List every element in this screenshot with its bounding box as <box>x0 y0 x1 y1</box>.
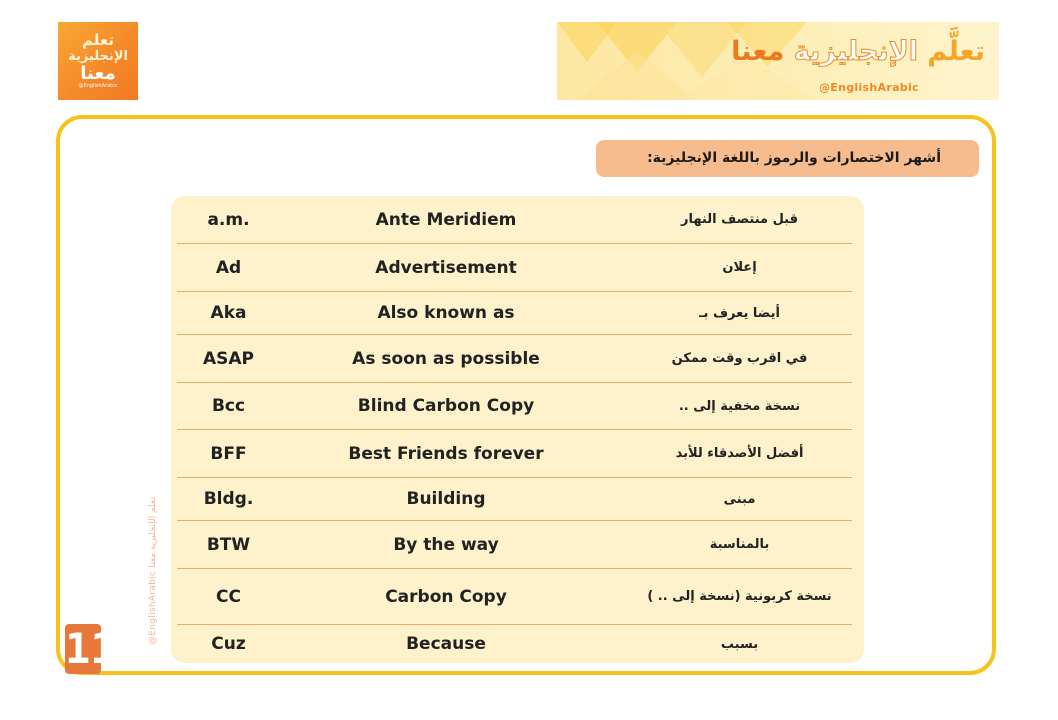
abbr-cell: ASAP <box>202 348 255 369</box>
full-form-cell: Building <box>406 489 486 509</box>
logo-line-3: معنا <box>80 63 116 84</box>
table-row <box>177 196 852 244</box>
banner-title-part2: الإنجليزية <box>793 36 919 67</box>
full-form-cell: Blind Carbon Copy <box>357 396 535 416</box>
abbr-cell: CC <box>216 586 241 607</box>
abbr-cell: Ad <box>215 257 242 278</box>
full-form-cell: Best Friends forever <box>348 443 544 464</box>
table-row <box>177 478 852 521</box>
abbr-cell: BTW <box>206 534 251 555</box>
arabic-cell: مبنى <box>723 491 756 507</box>
table-row <box>177 292 852 335</box>
arabic-cell: في اقرب وقت ممكن <box>671 351 808 366</box>
abbr-cell: Bldg. <box>203 489 254 509</box>
logo-handle: @EnglishArabic <box>78 83 118 89</box>
section-heading: أشهر الاختصارات والرموز باللغة الإنجليزية: <box>596 140 979 177</box>
table-row <box>177 244 852 292</box>
table-row <box>177 383 852 430</box>
arabic-cell: نسخة كربونية (نسخة إلى .. ) <box>647 589 832 604</box>
banner-title-part1: تعلَّم <box>927 36 985 67</box>
full-form-cell: Because <box>406 634 486 654</box>
abbr-cell: BFF <box>210 443 247 464</box>
arabic-cell: بسبب <box>720 636 759 652</box>
full-form-cell: Ante Meridiem <box>375 209 517 230</box>
table-row <box>177 430 852 478</box>
arabic-cell: قبل منتصف النهار <box>680 212 799 227</box>
abbr-cell: Aka <box>210 303 247 323</box>
banner-title-part3: معنا <box>731 36 785 67</box>
logo-line-2: الإنجليزية <box>68 49 128 64</box>
side-watermark-text: @EnglishArabic تعلم الإنجليزية معنا <box>148 497 158 645</box>
abbr-cell: Cuz <box>211 634 246 654</box>
brand-logo-small <box>58 22 138 100</box>
abbreviations-table <box>171 196 864 663</box>
table-row <box>177 335 852 383</box>
arabic-cell: أفضل الأصدقاء للأبد <box>675 446 804 461</box>
full-form-cell: Carbon Copy <box>385 586 507 607</box>
table-row <box>177 521 852 569</box>
page-number-badge: 11 <box>65 624 116 673</box>
banner-handle: @EnglishArabic <box>819 81 919 94</box>
arabic-cell: بالمناسبة <box>709 537 770 552</box>
table-row <box>177 625 852 663</box>
table-row <box>177 569 852 625</box>
abbr-cell: a.m. <box>207 209 250 230</box>
full-form-cell: Also known as <box>377 303 515 323</box>
full-form-cell: Advertisement <box>375 257 517 278</box>
arabic-cell: إعلان <box>722 260 757 275</box>
logo-line-1: تعلم <box>82 31 114 49</box>
banner-title <box>731 36 985 67</box>
abbr-cell: Bcc <box>211 396 246 416</box>
arabic-cell: نسخة مخفية إلى .. <box>678 398 801 414</box>
full-form-cell: As soon as possible <box>352 348 540 369</box>
brand-banner <box>557 22 999 100</box>
arabic-cell: أيضا يعرف بـ <box>699 305 780 321</box>
full-form-cell: By the way <box>393 534 499 555</box>
